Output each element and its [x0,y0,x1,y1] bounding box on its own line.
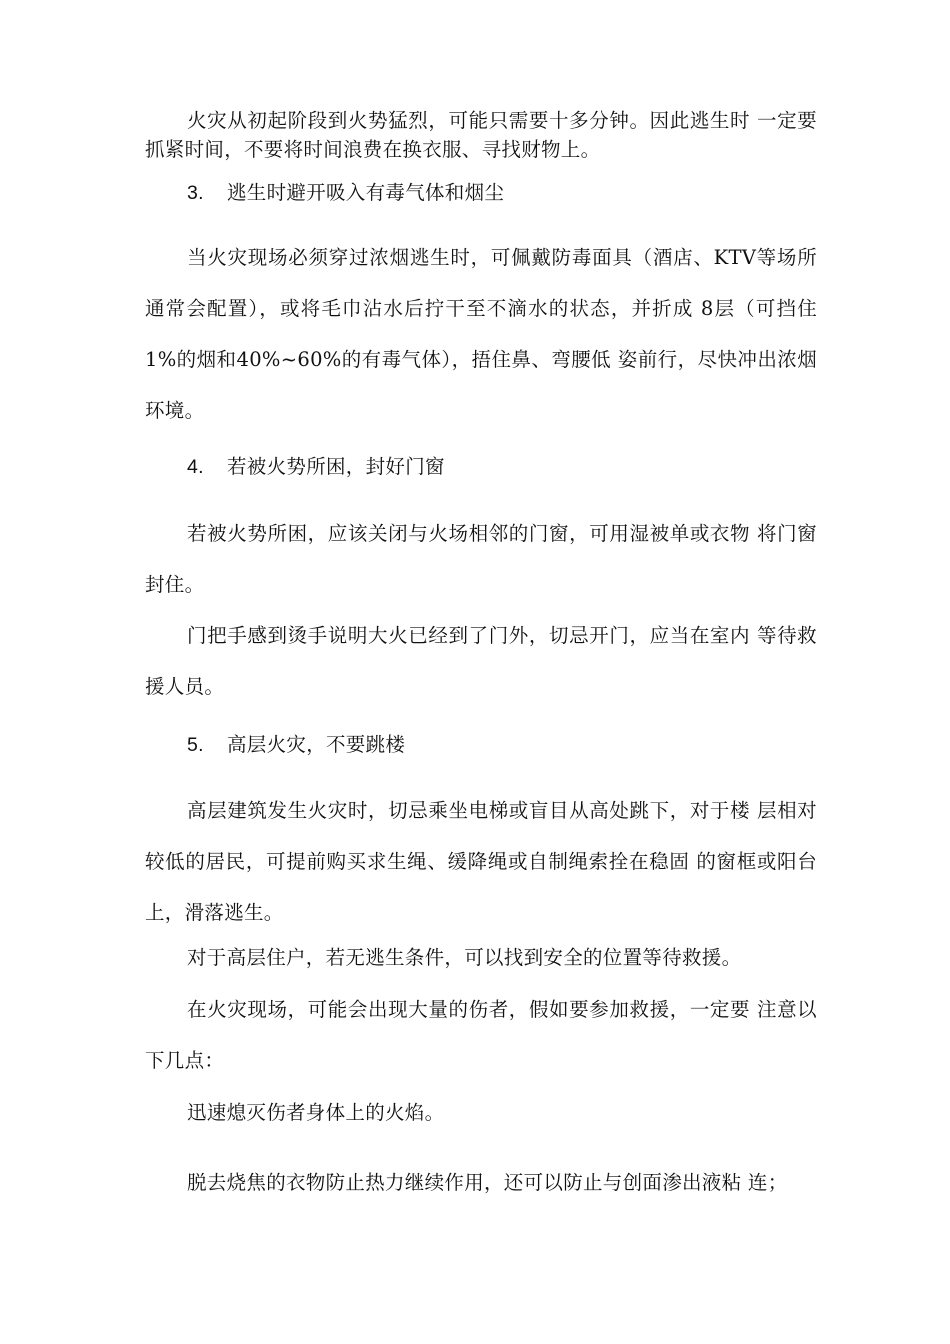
paragraph-escape-time: 火灾从初起阶段到火势猛烈，可能只需要十多分钟。因此逃生时 一定要抓紧时间，不要将时间浪费在换衣服、寻找财物上。 [145,109,817,161]
heading-text: 若被火势所困，封好门窗 [227,455,445,478]
heading-text: 逃生时避开吸入有毒气体和烟尘 [227,181,505,204]
heading-avoid-toxic-gas [187,178,504,208]
paragraph-no-elevator: 高层建筑发生火灾时，切忌乘坐电梯或盲目从高处跳下，对于楼 层相对较低的居民，可提前购买求生绳、缓降绳或自制绳索拴在稳固 的窗框或阳台上，滑落逃生。 [145,799,817,924]
paragraph-close-doors: 若被火势所困，应该关闭与火场相邻的门窗，可用湿被单或衣物 将门窗封住。 [145,522,817,596]
heading-text: 高层火灾，不要跳楼 [227,733,406,756]
paragraph-hot-handle: 门把手感到烫手说明大火已经到了门外，切忌开门，应当在室内 等待救援人员。 [145,624,817,698]
paragraph-extinguish: 迅速熄灭伤者身体上的火焰。 [187,1101,445,1124]
heading-seal-doors [187,452,445,482]
heading-number: 5. [187,734,204,756]
paragraph-rescue-notes: 在火灾现场，可能会出现大量的伤者，假如要参加救援，一定要 注意以下几点： [145,998,817,1072]
paragraph-smoke-escape: 当火灾现场必须穿过浓烟逃生时，可佩戴防毒面具（酒店、KTV等场所通常会配置），或将毛巾沾水后拧干至不滴水的状态，并折成 8层（可挡住1%的烟和40%~60%的有毒气体），捂住鼻、弯腰低 姿前行，尽快冲出浓烟环境。 [145,246,817,422]
paragraph-remove-clothes: 脱去烧焦的衣物防止热力继续作用，还可以防止与创面渗出液粘 连； [187,1171,788,1194]
heading-number: 4. [187,456,204,478]
paragraph-wait-rescue: 对于高层住户，若无逃生条件，可以找到安全的位置等待救援。 [187,946,742,969]
heading-number: 3. [187,182,204,204]
heading-high-rise [187,730,405,760]
